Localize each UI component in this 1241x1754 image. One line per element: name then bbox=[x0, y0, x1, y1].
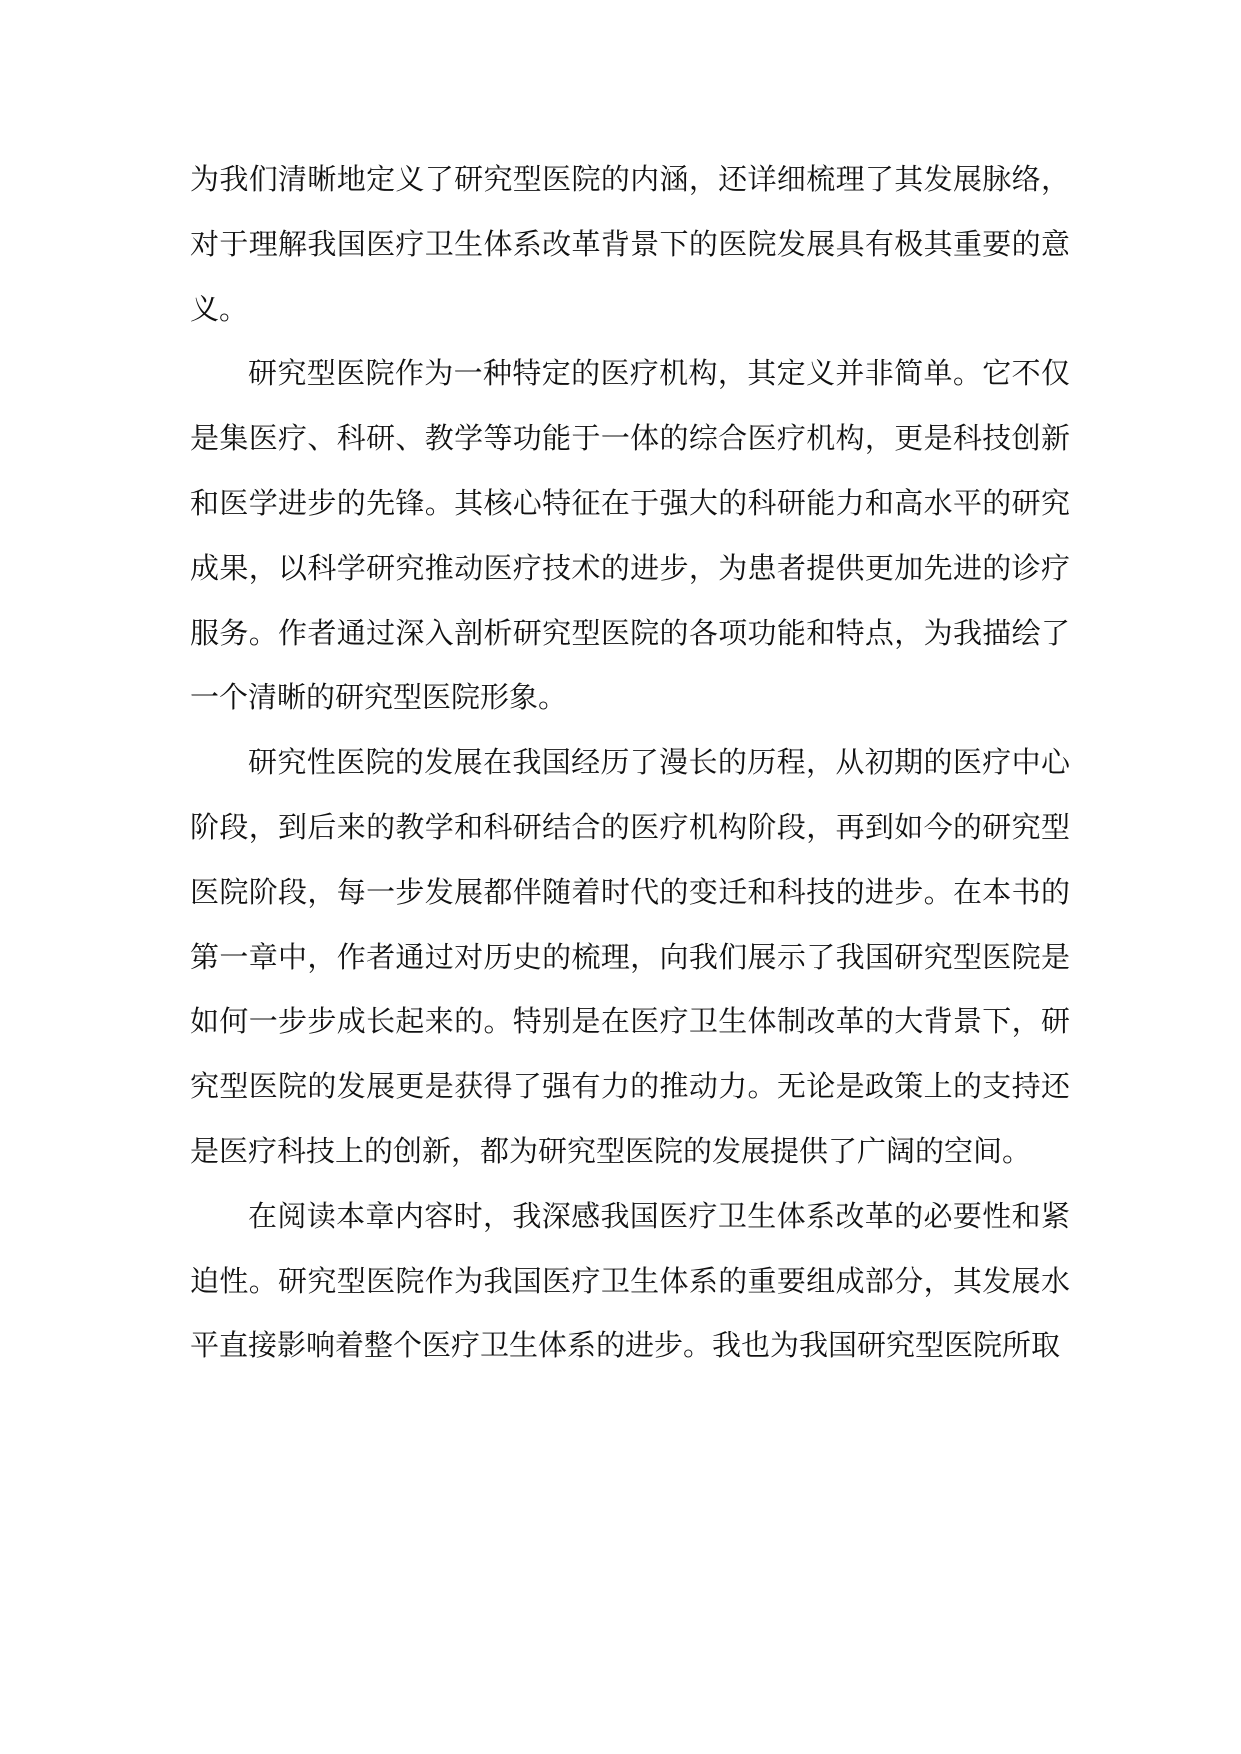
paragraph-continuation: 为我们清晰地定义了研究型医院的内涵，还详细梳理了其发展脉络，对于理解我国医疗卫生体系改革背景下的医院发展具有极其重要的意义。 bbox=[190, 162, 1070, 326]
paragraph-history: 研究性医院的发展在我国经历了漫长的历程，从初期的医疗中心阶段，到后来的教学和科研结合的医疗机构阶段，再到如今的研究型医院阶段，每一步发展都伴随着时代的变迁和科技的进步。在本书的第一章中，作者通过对历史的梳理，向我们展示了我国研究型医院是如何一步步成长起来的。特别是在医疗卫生体制改革的大背景下，研究型医院的发展更是获得了强有力的推动力。无论是政策上的支持还是医疗科技上的创新，都为研究型医院的发展提供了广阔的空间。 bbox=[190, 745, 1070, 1168]
paragraph-definition: 研究型医院作为一种特定的医疗机构，其定义并非简单。它不仅是集医疗、科研、教学等功能于一体的综合医疗机构，更是科技创新和医学进步的先锋。其核心特征在于强大的科研能力和高水平的研究成果，以科学研究推动医疗技术的进步，为患者提供更加先进的诊疗服务。作者通过深入剖析研究型医院的各项功能和特点，为我描绘了一个清晰的研究型医院形象。 bbox=[190, 356, 1070, 715]
paragraph-reflection: 在阅读本章内容时，我深感我国医疗卫生体系改革的必要性和紧迫性。研究型医院作为我国医疗卫生体系的重要组成部分，其发展水平直接影响着整个医疗卫生体系的进步。我也为我国研究型医院所取 bbox=[190, 1198, 1070, 1363]
body-text bbox=[190, 147, 1070, 1378]
